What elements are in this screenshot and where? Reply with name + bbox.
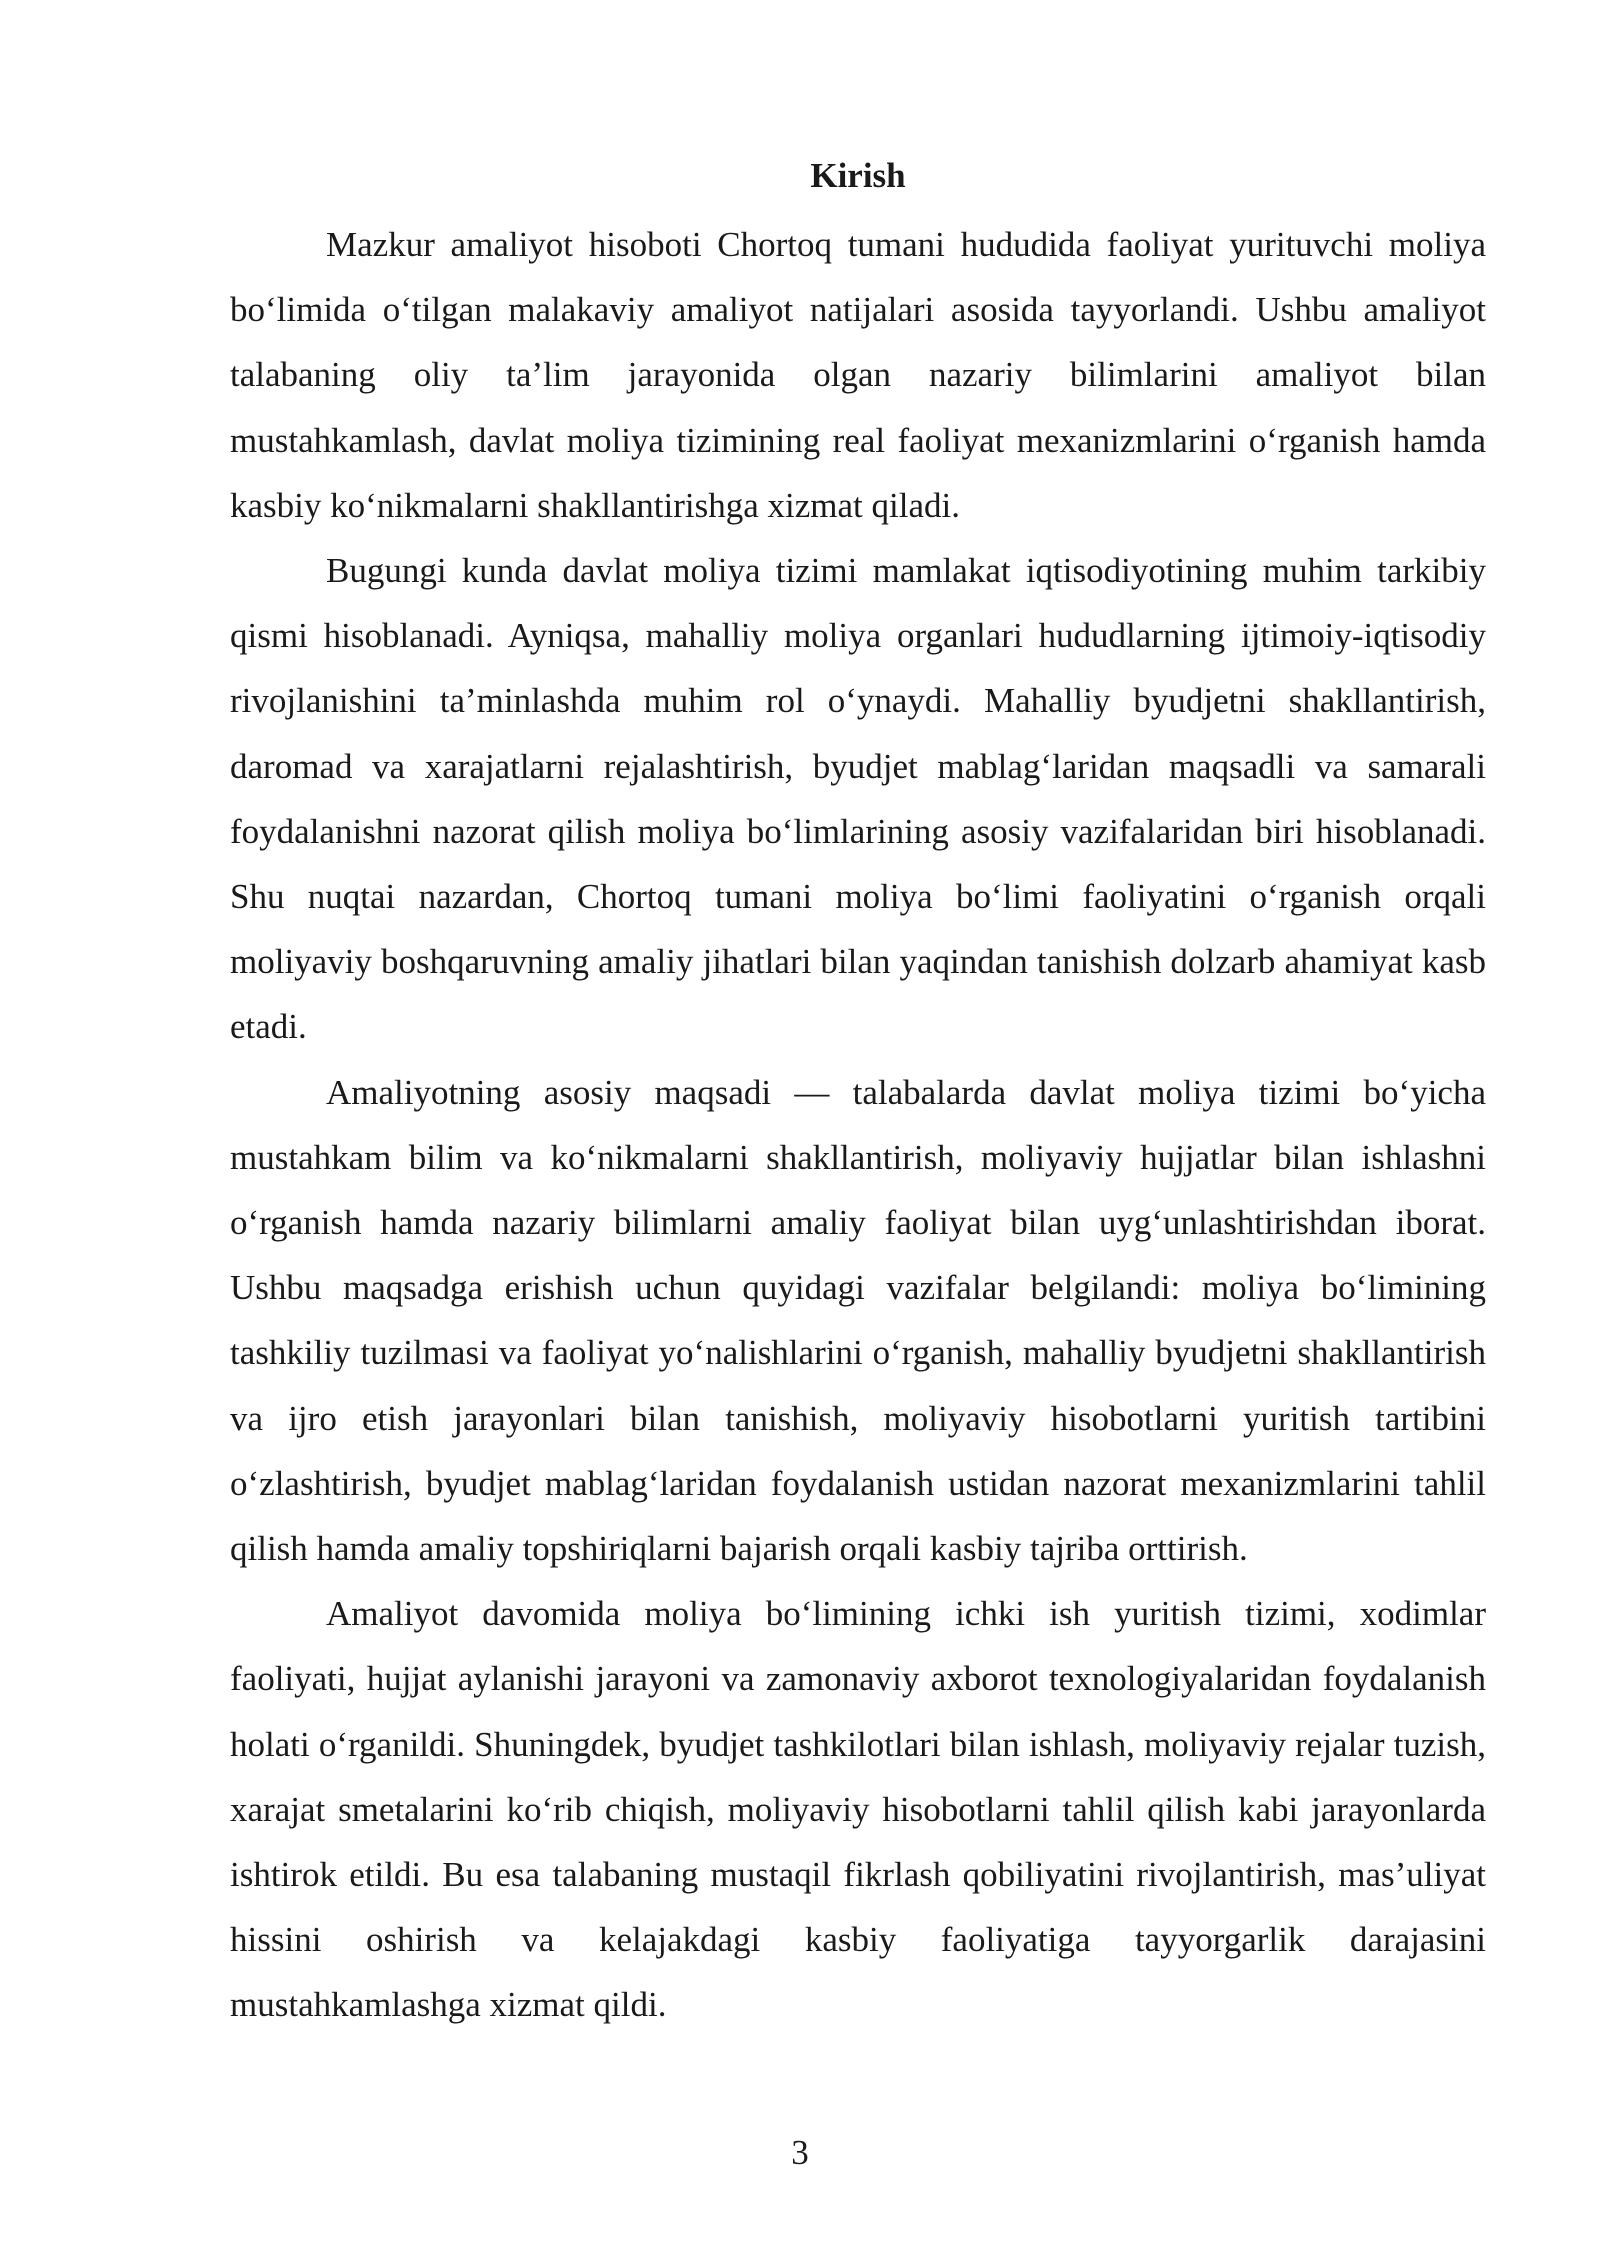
paragraph-4: Amaliyot davomida moliya bo‘limining ichki ish yuritish tizimi, xodimlar faoliyati, hujjat aylanishi jarayoni va zamonaviy axborot texnologiyalaridan foydalanish holati o‘rganildi. Shuningdek, byudjet tashkilotlari bilan ishlash, moliyaviy rejalar tuzish, xarajat smetalarini ko‘rib chiqish, moliyaviy hisobotlarni tahlil qilish kabi jarayonlarda ishtirok etildi. Bu esa talabaning mustaqil fikrlash qobiliyatini rivojlantirish, mas’uliyat hissini oshirish va kelajakdagi kasbiy faoliyatiga tayyorgarlik darajasini mustahkamlashga xizmat qildi.	[230, 1594, 1486, 2025]
paragraph-1: Mazkur amaliyot hisoboti Chortoq tumani hududida faoliyat yurituvchi moliya bo‘limida o‘tilgan malakaviy amaliyot natijalari asosida tayyorlandi. Ushbu amaliyot talabaning oliy ta’lim jarayonida olgan nazariy bilimlarini amaliyot bilan mustahkamlash, davlat moliya tizimining real faoliyat mexanizmlarini o‘rganish hamda kasbiy ko‘nikmalarni shakllantirishga xizmat qiladi.	[230, 225, 1486, 525]
section-title: Kirish	[810, 156, 906, 195]
page-number: 3	[791, 2133, 809, 2172]
paragraph-2: Bugungi kunda davlat moliya tizimi mamlakat iqtisodiyotining muhim tarkibiy qismi hisoblanadi. Ayniqsa, mahalliy moliya organlari hududlarning ijtimoiy-iqtisodiy rivojlanishini ta’minlashda muhim rol o‘ynaydi. Mahalliy byudjetni shakllantirish, daromad va xarajatlarni rejalashtirish, byudjet mablag‘laridan maqsadli va samarali foydalanishni nazorat qilish moliya bo‘limlarining asosiy vazifalaridan biri hisoblanadi. Shu nuqtai nazardan, Chortoq tumani moliya bo‘limi faoliyatini o‘rganish orqali moliyaviy boshqaruvning amaliy jihatlari bilan yaqindan tanishish dolzarb ahamiyat kasb etadi.	[230, 551, 1486, 1047]
paragraph-3: Amaliyotning asosiy maqsadi — talabalarda davlat moliya tizimi bo‘yicha mustahkam bilim va ko‘nikmalarni shakllantirish, moliyaviy hujjatlar bilan ishlashni o‘rganish hamda nazariy bilimlarni amaliy faoliyat bilan uyg‘unlashtirishdan iborat. Ushbu maqsadga erishish uchun quyidagi vazifalar belgilandi: moliya bo‘limining tashkiliy tuzilmasi va faoliyat yo‘nalishlarini o‘rganish, mahalliy byudjetni shakllantirish va ijro etish jarayonlari bilan tanishish, moliyaviy hisobotlarni yuritish tartibini o‘zlashtirish, byudjet mablag‘laridan foydalanish ustidan nazorat mexanizmlarini tahlil qilish hamda amaliy topshiriqlarni bajarish orqali kasbiy tajriba orttirish.	[230, 1072, 1486, 1569]
document-body	[230, 150, 1486, 2038]
